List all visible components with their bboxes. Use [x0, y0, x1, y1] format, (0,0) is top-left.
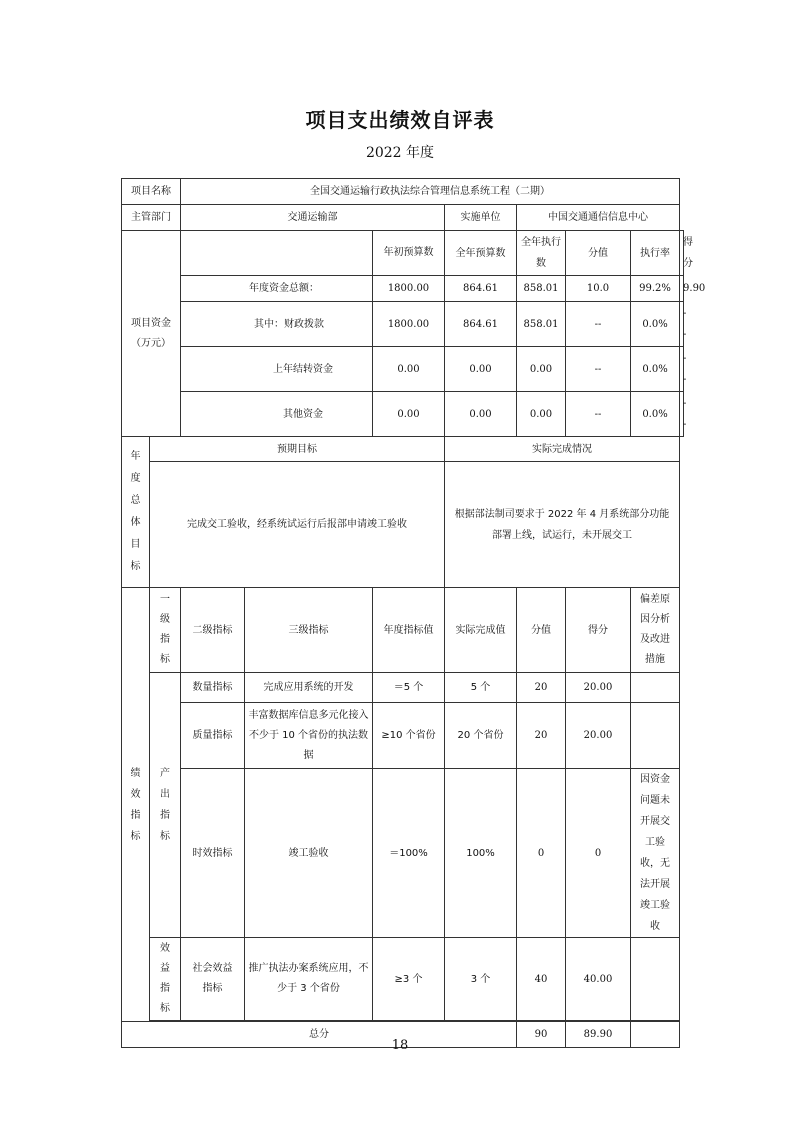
indicator-score-value: 20: [517, 703, 566, 769]
indicator-level2: 时效指标: [181, 769, 245, 938]
indicator-target: ≥3 个: [373, 938, 445, 1021]
funds-row-label: 其中：财政拨款: [181, 302, 373, 347]
dept-label: 主管部门: [122, 205, 181, 231]
indicator-actual: 100%: [445, 769, 517, 938]
funds-row-initial: 0.00: [373, 347, 445, 392]
funds-row-annual: 864.61: [445, 302, 517, 347]
actual-header: 实际完成值: [445, 588, 517, 673]
funds-row-executed: 858.01: [517, 276, 566, 302]
funds-row-score: --: [680, 347, 684, 392]
indicator-score: 20.00: [566, 673, 631, 703]
score-value-header: 分值: [517, 588, 566, 673]
indicator-score: 20.00: [566, 703, 631, 769]
indicator-level2: 数量指标: [181, 673, 245, 703]
funds-header-annual: 全年预算数: [445, 231, 517, 276]
indicator-actual: 5 个: [445, 673, 517, 703]
indicator-score-value: 0: [517, 769, 566, 938]
funds-row-initial: 0.00: [373, 392, 445, 437]
funds-row-annual: 864.61: [445, 276, 517, 302]
funds-header-score: 得分: [680, 231, 684, 276]
level2-header: 二级指标: [181, 588, 245, 673]
indicator-level2: 社会效益指标: [181, 938, 245, 1021]
funds-row-label: 年度资金总额：: [181, 276, 373, 302]
indicator-actual: 20 个省份: [445, 703, 517, 769]
funds-row-score: --: [680, 302, 684, 347]
form-year: 2022 年度: [365, 145, 435, 161]
indicators-label: 绩效指标: [122, 588, 150, 1022]
total-score: 89.90: [566, 1022, 631, 1048]
funds-header-rate: 执行率: [631, 231, 680, 276]
indicator-score-value: 20: [517, 673, 566, 703]
output-label: 产出指标: [150, 673, 181, 938]
funds-header-score-value: 分值: [566, 231, 631, 276]
indicator-target: ≥10 个省份: [373, 703, 445, 769]
funds-label: 项目资金（万元）: [122, 231, 181, 437]
funds-row-rate: 0.0%: [631, 347, 680, 392]
target-header: 年度指标值: [373, 588, 445, 673]
benefit-label: 效益指标: [150, 938, 181, 1021]
page-number: 18: [391, 1038, 409, 1053]
funds-row-rate: 0.0%: [631, 392, 680, 437]
total-label: 总分: [122, 1022, 517, 1048]
funds-row-executed: 858.01: [517, 302, 566, 347]
self-evaluation-table: [121, 178, 706, 1048]
goals-expected-header: 预期目标: [150, 437, 445, 462]
funds-row-label: 上年结转资金: [181, 347, 373, 392]
dept-value: 交通运输部: [181, 205, 445, 231]
indicator-target: ＝100%: [373, 769, 445, 938]
score-header: 得分: [566, 588, 631, 673]
indicator-reason: [631, 673, 680, 703]
indicator-target: ＝5 个: [373, 673, 445, 703]
indicator-actual: 3 个: [445, 938, 517, 1021]
funds-header-blank: [181, 231, 373, 276]
funds-row-rate: 0.0%: [631, 302, 680, 347]
indicator-score: 0: [566, 769, 631, 938]
goals-actual-header: 实际完成情况: [445, 437, 680, 462]
funds-row-initial: 1800.00: [373, 302, 445, 347]
funds-row-score: 9.90: [680, 276, 684, 302]
goals-expected-text: 完成交工验收，经系统试运行后报部申请竣工验收: [150, 462, 445, 588]
funds-row-label: 其他资金: [181, 392, 373, 437]
funds-row-executed: 0.00: [517, 392, 566, 437]
funds-row-score-value: --: [566, 392, 631, 437]
level3-header: 三级指标: [245, 588, 373, 673]
impl-value: 中国交通通信信息中心: [517, 205, 680, 231]
funds-header-executed: 全年执行数: [517, 231, 566, 276]
funds-row-initial: 1800.00: [373, 276, 445, 302]
indicator-level3: 丰富数据库信息多元化接入不少于 10 个省份的执法数据: [245, 703, 373, 769]
indicator-reason: [631, 703, 680, 769]
indicator-level3: 推广执法办案系统应用，不少于 3 个省份: [245, 938, 373, 1021]
funds-row-executed: 0.00: [517, 347, 566, 392]
goals-label: 年度总体目标: [122, 437, 150, 588]
indicator-level2: 质量指标: [181, 703, 245, 769]
indicator-score-value: 40: [517, 938, 566, 1021]
project-name-value: 全国交通运输行政执法综合管理信息系统工程（二期）: [181, 179, 680, 205]
funds-row-rate: 99.2%: [631, 276, 680, 302]
impl-label: 实施单位: [445, 205, 517, 231]
funds-row-annual: 0.00: [445, 392, 517, 437]
project-name-label: 项目名称: [122, 179, 181, 205]
indicator-reason: [631, 938, 680, 1021]
funds-header-initial: 年初预算数: [373, 231, 445, 276]
indicator-level3: 竣工验收: [245, 769, 373, 938]
goals-actual-text: 根据部法制司要求于 2022 年 4 月系统部分功能部署上线，试运行，未开展交工: [445, 462, 680, 588]
funds-row-annual: 0.00: [445, 347, 517, 392]
indicator-reason: 因资金问题未开展交工验收，无法开展竣工验收: [631, 769, 680, 938]
funds-row-score-value: --: [566, 302, 631, 347]
funds-row-score-value: 10.0: [566, 276, 631, 302]
funds-row-score-value: --: [566, 347, 631, 392]
form-title: 项目支出绩效自评表: [305, 108, 495, 132]
total-score-value: 90: [517, 1022, 566, 1048]
level1-header: 一级指标: [150, 588, 181, 673]
funds-row-score: --: [680, 392, 684, 437]
indicator-score: 40.00: [566, 938, 631, 1021]
indicator-level3: 完成应用系统的开发: [245, 673, 373, 703]
reason-header: 偏差原因分析及改进措施: [631, 588, 680, 673]
